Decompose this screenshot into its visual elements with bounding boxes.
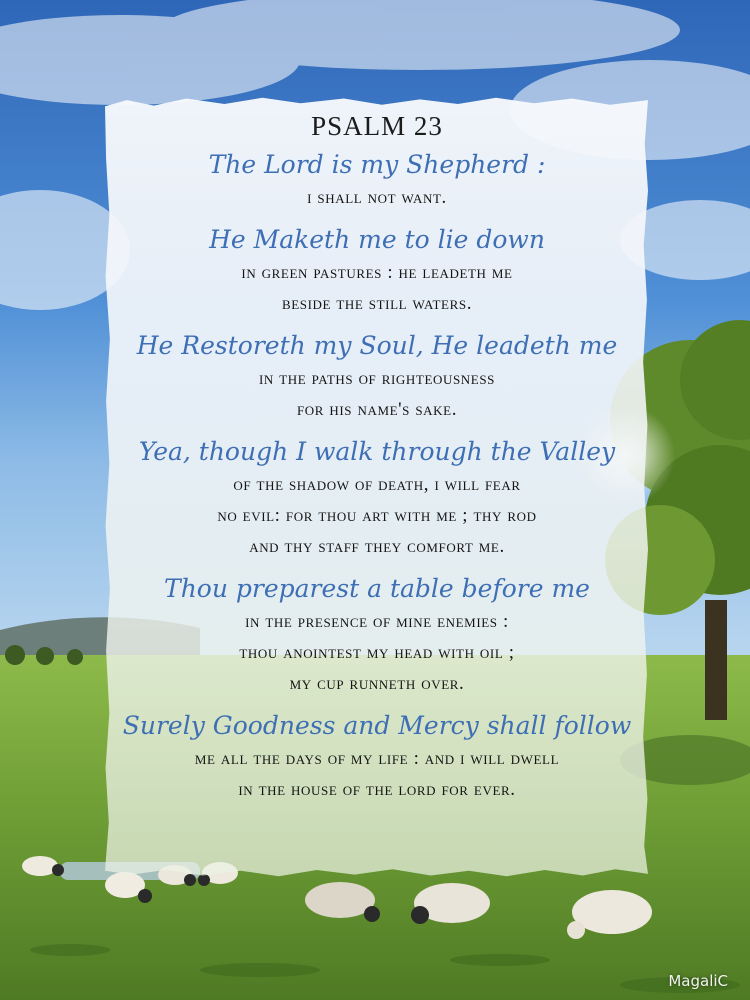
verse-line: in green pastures : he leadeth me	[241, 262, 513, 283]
verse-line: no evil: for thou art with me ; thy rod	[217, 505, 537, 526]
page-title: PSALM 23	[311, 111, 443, 141]
verse-line: thou anointest my head with oil ;	[239, 642, 515, 663]
verse-line: for his name's sake.	[296, 399, 458, 420]
verse-heading: The Lord is my Shepherd :	[208, 150, 546, 179]
verse	[112, 223, 642, 319]
verse-line: in the paths of righteousness	[258, 368, 495, 389]
verse	[112, 709, 642, 805]
verse-heading: He Restoreth my Soul, He leadeth me	[136, 331, 618, 360]
verse-line: and thy staff they comfort me.	[249, 536, 505, 557]
verse-line: me all the days of my life : and i will dwell	[194, 748, 560, 769]
artist-watermark: MagaliC	[668, 972, 728, 990]
verse-line: beside the still waters.	[281, 293, 473, 314]
verse-heading: He Maketh me to lie down	[209, 225, 545, 254]
verse	[112, 572, 642, 699]
verse-line: i shall not want.	[307, 187, 447, 208]
verse	[112, 148, 642, 213]
verse-heading: Yea, though I walk through the Valley	[138, 437, 616, 466]
verse-line: in the presence of mine enemies :	[245, 611, 509, 632]
verse-heading: Thou preparest a table before me	[164, 574, 590, 603]
verse-line: in the house of the lord for ever.	[238, 779, 516, 800]
verse-line: of the shadow of death, i will fear	[233, 474, 521, 495]
psalm-text	[112, 110, 642, 805]
verse-heading: Surely Goodness and Mercy shall follow	[122, 711, 632, 740]
verse	[112, 435, 642, 562]
verse	[112, 329, 642, 425]
verse-line: my cup runneth over.	[289, 673, 465, 694]
